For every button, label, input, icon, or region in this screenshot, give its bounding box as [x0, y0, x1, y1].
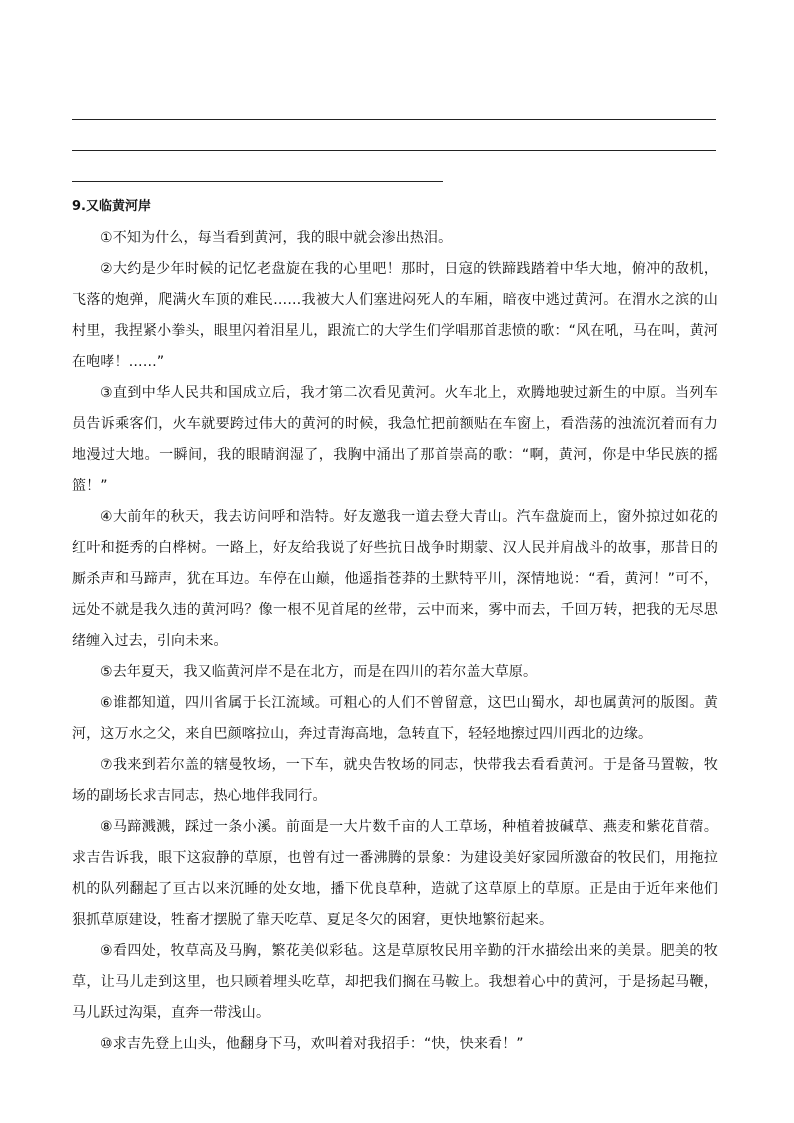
paragraph-4: ④大前年的秋天，我去访问呼和浩特。好友邀我一道去登大青山。汽车盘旋而上，窗外掠过如花的红叶和挺秀的白桦树。一路上，好友给我说了好些抗日战争时期蒙、汉人民并肩战斗的故事，那昔日的厮杀声和马蹄声，犹在耳边。车停在山巅，他遥指苍莽的土默特平川，深情地说：“看，黄河！”可不，远处不就是我久违的黄河吗？像一根不见首尾的丝带，云中而来，雾中而去，千回万转，把我的无尽思绪缠入过去，引向未来。	[72, 509, 718, 649]
paragraph-10: ⑩求吉先登上山头，他翻身下马，欢叫着对我招手：“快，快来看！”	[100, 1036, 524, 1052]
answer-line	[72, 150, 716, 151]
answer-line	[72, 119, 716, 120]
paragraph-7: ⑦我来到若尔盖的辖曼牧场，一下车，就央告牧场的同志，快带我去看看黄河。于是备马置鞍，牧场的副场长求吉同志，热心地伴我同行。	[72, 757, 718, 804]
paragraph-2: ②大约是少年时候的记忆老盘旋在我的心里吧！那时，日寇的铁蹄践踏着中华大地，俯冲的敌机，飞落的炮弹，爬满火车顶的难民……我被大人们塞进闷死人的车厢，暗夜中逃过黄河。在渭水之滨的山村里，我捏紧小拳头，眼里闪着泪星儿，跟流亡的大学生们学唱那首悲愤的歌：“风在吼，马在叫，黄河在咆哮！……”	[72, 261, 718, 370]
section-title: 9.又临黄河岸	[72, 199, 151, 214]
paragraph-3: ③直到中华人民共和国成立后，我才第二次看见黄河。火车北上，欢腾地驶过新生的中原。当列车员告诉乘客们，火车就要跨过伟大的黄河的时候，我急忙把前额贴在车窗上，看浩荡的浊流沉着而有力地漫过大地。一瞬间，我的眼睛润湿了，我胸中涌出了那首崇高的歌：“啊，黄河，你是中华民族的摇篮！”	[72, 385, 718, 494]
paragraph-6: ⑥谁都知道，四川省属于长江流域。可粗心的人们不曾留意，这巴山蜀水，却也属黄河的版图。黄河，这万水之父，来自巴颜喀拉山，奔过青海高地，急转直下，轻轻地擦过四川西北的边缘。	[72, 695, 718, 742]
paragraph-5: ⑤去年夏天，我又临黄河岸不是在北方，而是在四川的若尔盖大草原。	[100, 664, 538, 680]
paragraph-8: ⑧马蹄溅溅，踩过一条小溪。前面是一大片数千亩的人工草场，种植着披碱草、燕麦和紫花苜蓿。求吉告诉我，眼下这寂静的草原，也曾有过一番沸腾的景象：为建设美好家园所激奋的牧民们，用拖拉机的队列翻起了亘古以来沉睡的处女地，播下优良草种，造就了这草原上的草原。正是由于近年来他们狠抓草原建设，牲畜才摆脱了靠天吃草、夏足冬欠的困窘，更快地繁衍起来。	[72, 819, 718, 928]
paragraph-9: ⑨看四处，牧草高及马胸，繁花美似彩毡。这是草原牧民用辛勤的汗水描绘出来的美景。肥美的牧草，让马儿走到这里，也只顾着埋头吃草，却把我们搁在马鞍上。我想着心中的黄河，于是扬起马鞭，马儿跃过沟渠，直奔一带浅山。	[72, 943, 718, 1021]
answer-line	[72, 181, 443, 182]
paragraph-1: ①不知为什么，每当看到黄河，我的眼中就会渗出热泪。	[100, 230, 453, 246]
article	[72, 196, 718, 1060]
